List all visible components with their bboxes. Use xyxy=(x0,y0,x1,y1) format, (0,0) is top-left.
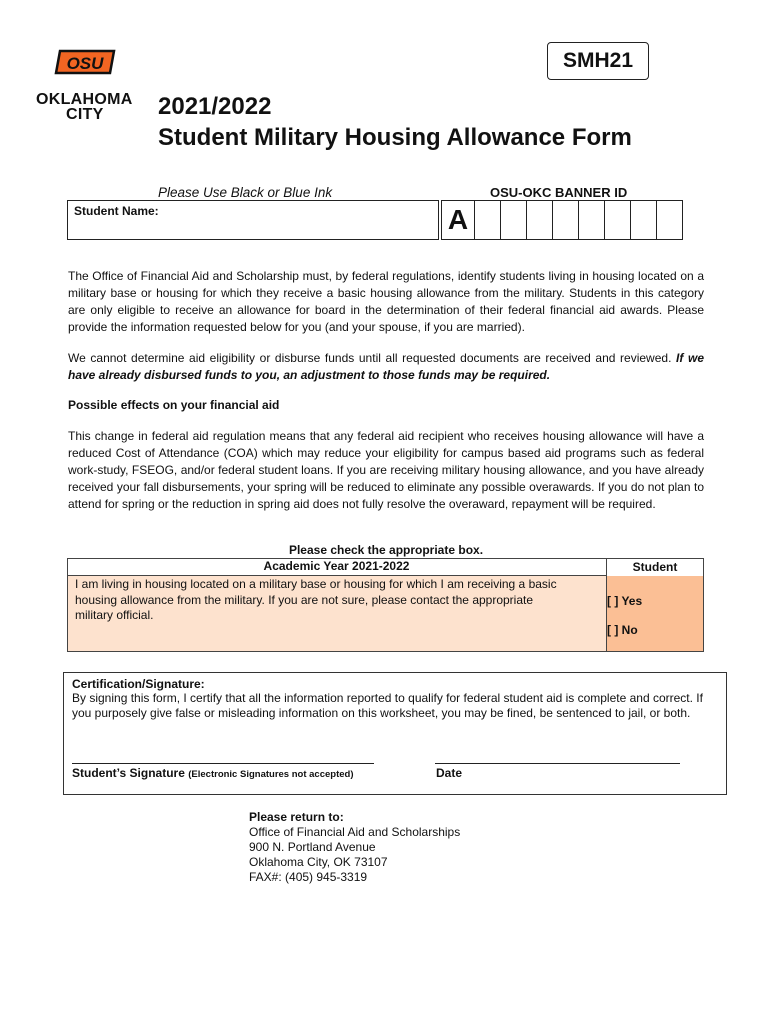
logo-wordmark xyxy=(36,92,133,122)
check-title: Please check the appropriate box. xyxy=(288,543,484,557)
effects-paragraph: This change in federal aid regulation means that any federal aid recipient who receives housing allowance will have a reduced Cost of Attendance (COA) which may reduce your eligibility for campus based aid programs such as federal work-study, FSEOG, and/or federal student loans. If you are receiving military housing allowance, and you have already received your fall disbursements, your spring will be reduced to eliminate any possible overawards. If you do not plan to attend for spring or the reduction in spring aid does not fully resolve the overaward, repayment will be required. xyxy=(68,429,704,511)
effects-heading: Possible effects on your financial aid xyxy=(68,398,280,412)
banner-id-box[interactable] xyxy=(578,200,605,240)
ink-note: Please Use Black or Blue Ink xyxy=(158,185,333,200)
return-line: Oklahoma City, OK 73107 xyxy=(249,855,388,869)
logo-mark-text: OSU xyxy=(66,54,104,73)
signature-field[interactable] xyxy=(72,763,374,764)
return-line: 900 N. Portland Avenue xyxy=(249,840,376,854)
certification-text: By signing this form, I certify that all the information reported to qualify for federal student aid is complete and correct. If you purposely give false or misleading information on this worksheet, you may be fined, be sentenced to jail, or both. xyxy=(72,691,703,720)
eligibility-text: We cannot determine aid eligibility or disburse funds until all requested documents are received and reviewed. xyxy=(68,351,672,365)
banner-id-box[interactable] xyxy=(630,200,657,240)
return-address xyxy=(249,810,460,885)
logo-line-1: OKLAHOMA xyxy=(36,91,133,108)
banner-id-box[interactable] xyxy=(604,200,631,240)
date-field[interactable] xyxy=(435,763,680,764)
form-code: SMH21 xyxy=(547,42,649,80)
no-checkbox[interactable]: [ ] No xyxy=(607,623,638,637)
return-title: Please return to: xyxy=(249,810,344,824)
return-line: Office of Financial Aid and Scholarships xyxy=(249,825,461,839)
table-divider xyxy=(67,575,606,576)
certification-title: Certification/Signature: xyxy=(72,677,205,691)
return-line: FAX#: (405) 945-3319 xyxy=(249,870,368,884)
osu-logo-icon xyxy=(52,45,118,79)
logo-line-2: CITY xyxy=(66,106,104,123)
student-name-label: Student Name: xyxy=(74,204,159,218)
banner-id-box[interactable] xyxy=(552,200,579,240)
banner-id-prefix: A xyxy=(441,200,475,240)
banner-id-box[interactable] xyxy=(526,200,553,240)
banner-id-box[interactable] xyxy=(500,200,527,240)
eligibility-paragraph xyxy=(68,350,704,384)
title-year: 2021/2022 xyxy=(158,93,272,120)
academic-year-header: Academic Year 2021-2022 xyxy=(263,559,410,573)
page-title: Student Military Housing Allowance Form xyxy=(158,124,632,151)
yes-checkbox[interactable]: [ ] Yes xyxy=(607,594,643,608)
signature-note: (Electronic Signatures not accepted) xyxy=(188,769,354,780)
banner-id-box[interactable] xyxy=(474,200,501,240)
housing-statement: I am living in housing located on a military base or housing for which I am receiving a basic housing allowance from the military. If you are not sure, please contact the appropriate military official. xyxy=(75,577,557,622)
banner-id-box[interactable] xyxy=(656,200,683,240)
student-header: Student xyxy=(632,560,678,574)
banner-id-grid xyxy=(441,200,683,240)
signature-label-text: Student’s Signature xyxy=(72,766,185,780)
banner-id-label: OSU-OKC BANNER ID xyxy=(490,185,628,200)
intro-paragraph: The Office of Financial Aid and Scholarship must, by federal regulations, identify students living in housing located on a military base or housing for which they receive a basic housing allowance from the military. Students in this category are only eligible to receive an allowance for board in the determination of their federal financial aid awards. Please provide the information requested below for you (and your spouse, if you are married). xyxy=(68,269,704,334)
eligibility-warning: If we have already disbursed funds to you, an adjustment to those funds may be required. xyxy=(68,351,704,382)
signature-label xyxy=(72,766,353,780)
date-label: Date xyxy=(436,766,463,780)
